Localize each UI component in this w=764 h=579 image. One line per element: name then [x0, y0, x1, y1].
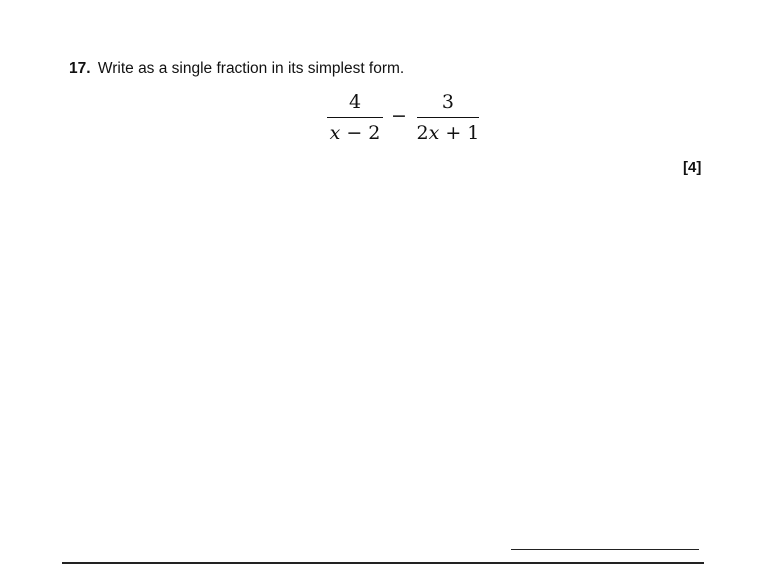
fraction-first-denominator-rest: − 2: [340, 122, 381, 145]
page-divider: [62, 562, 704, 564]
variable-x: x: [329, 122, 341, 145]
fraction-first-numerator: 4: [348, 91, 362, 113]
answer-line: [511, 549, 699, 550]
question-prompt: Write as a single fraction in its simplest form.: [97, 60, 405, 77]
question-text: [69, 59, 404, 79]
question-number: 17.: [69, 60, 91, 77]
variable-x: x: [428, 122, 440, 145]
marks-label: [4]: [683, 159, 702, 176]
fraction-second-denominator-rest: + 1: [439, 122, 480, 145]
fraction-second-numerator: 3: [441, 91, 454, 113]
coefficient: 2: [416, 122, 429, 145]
math-expression: [327, 90, 479, 145]
minus-operator: −: [391, 104, 407, 127]
fraction-first-denominator: [328, 118, 383, 145]
fraction-first: [327, 90, 383, 145]
fraction-second-denominator: [414, 118, 481, 145]
fraction-second: [417, 90, 479, 145]
